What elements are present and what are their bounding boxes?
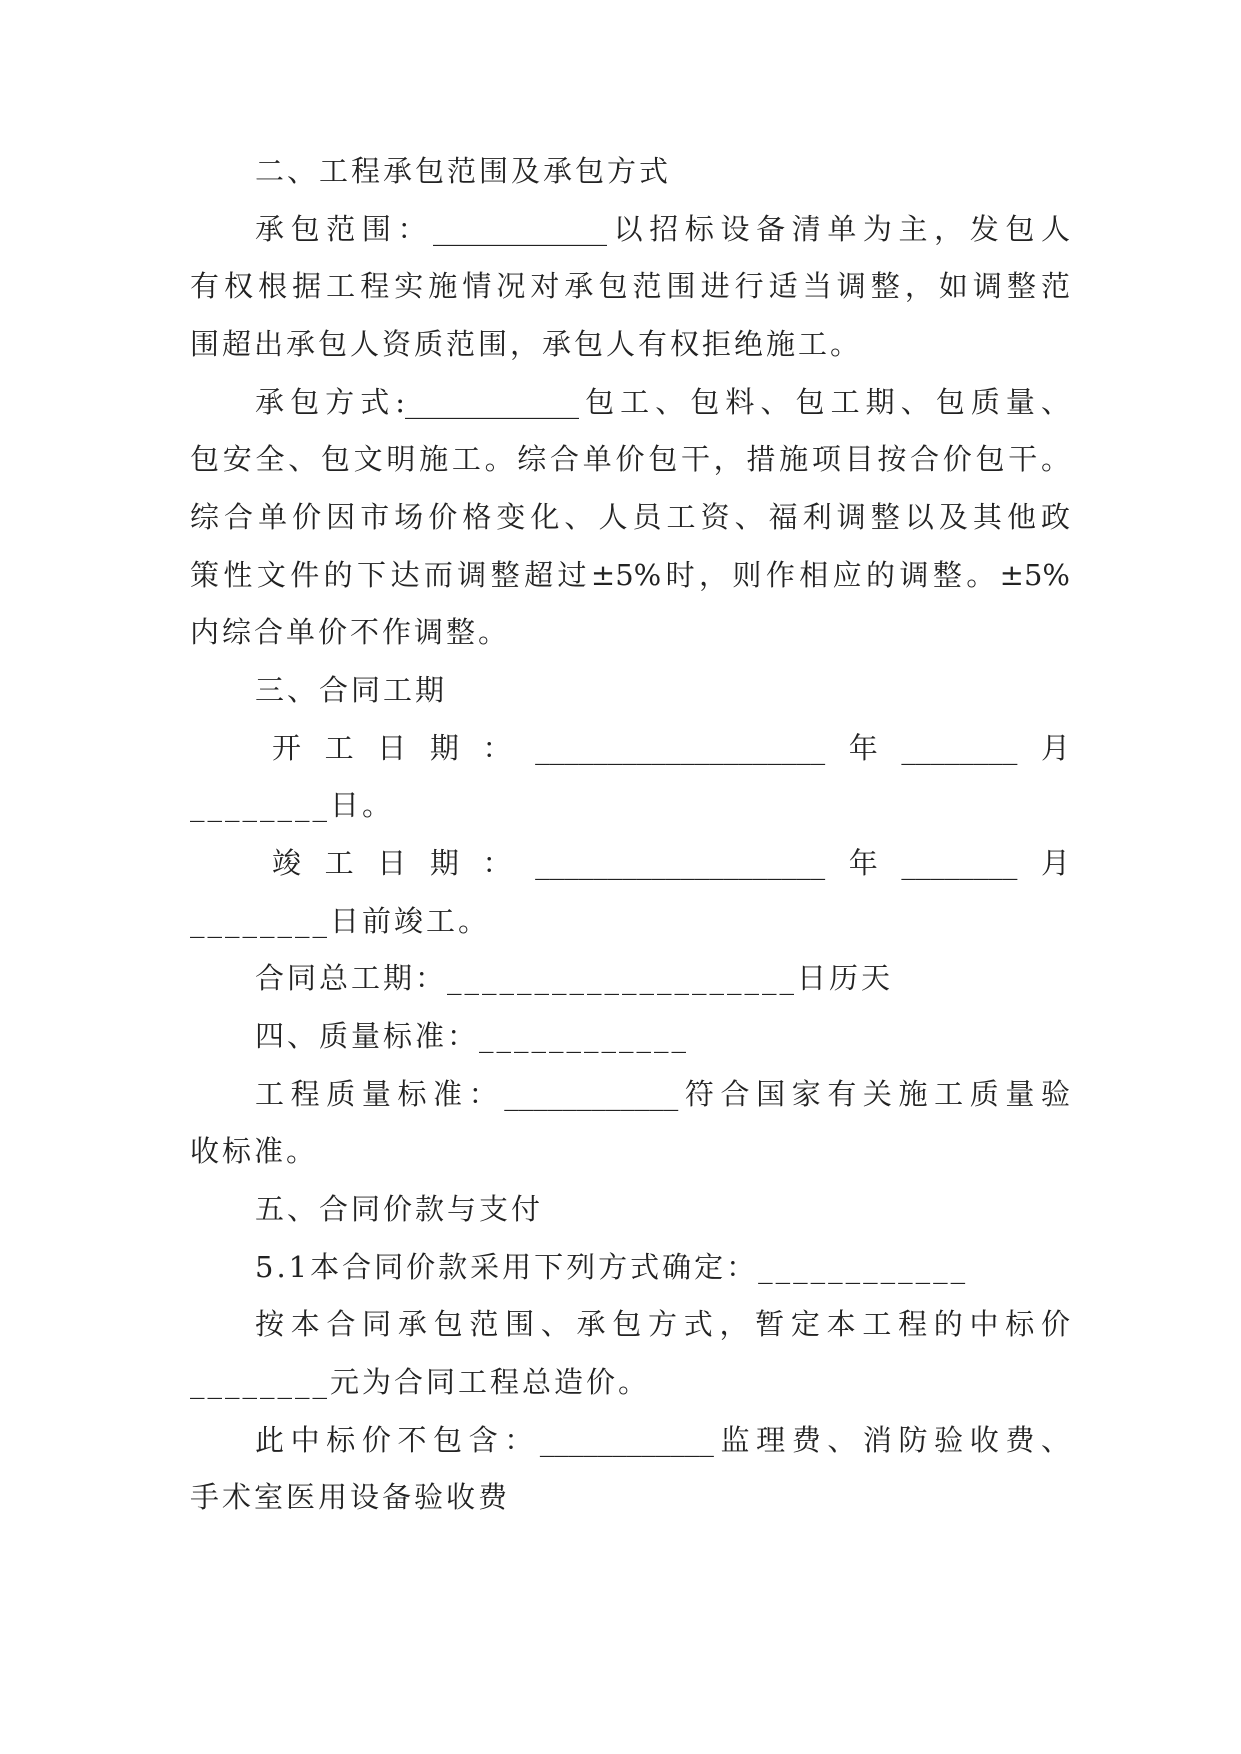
completion-date-line: 竣工日期：____________________年________月 <box>272 846 1070 880</box>
paragraph-line: 综合单价因市场价格变化、人员工资、福利调整以及其他政 <box>190 500 1070 534</box>
paragraph-line: 围超出承包人资质范围，承包人有权拒绝施工。 <box>190 327 863 361</box>
paragraph-line: 承包范围：____________以招标设备清单为主，发包人 <box>255 212 1070 246</box>
paragraph-line: 策性文件的下达而调整超过±5%时，则作相应的调整。±5% <box>190 558 1070 592</box>
paragraph-line: ________元为合同工程总造价。 <box>190 1365 651 1399</box>
paragraph-line: 按本合同承包范围、承包方式，暂定本工程的中标价 <box>255 1307 1070 1341</box>
paragraph-line: ________日前竣工。 <box>190 904 491 938</box>
paragraph-line: 包安全、包文明施工。综合单价包干，措施项目按合价包干。 <box>190 442 1070 476</box>
section-heading-quality: 四、质量标准：____________ <box>255 1019 690 1053</box>
clause-5-1: 5.1本合同价款采用下列方式确定：____________ <box>255 1250 969 1284</box>
section-heading-price: 五、合同价款与支付 <box>255 1192 544 1226</box>
paragraph-line: 手术室医用设备验收费 <box>190 1480 511 1514</box>
paragraph-line: 承包方式:____________包工、包料、包工期、包质量、 <box>255 385 1070 419</box>
total-period-line: 合同总工期：____________________日历天 <box>255 961 894 995</box>
section-heading-period: 三、合同工期 <box>255 673 448 707</box>
section-heading-scope: 二、工程承包范围及承包方式 <box>255 154 672 188</box>
paragraph-line: 此中标价不包含：____________监理费、消防验收费、 <box>255 1423 1070 1457</box>
paragraph-line: 收标准。 <box>190 1134 319 1168</box>
paragraph-line: ________日。 <box>190 788 395 822</box>
paragraph-line: 有权根据工程实施情况对承包范围进行适当调整，如调整范 <box>190 269 1070 303</box>
paragraph-line: 内综合单价不作调整。 <box>190 615 511 649</box>
paragraph-line: 工程质量标准：____________符合国家有关施工质量验 <box>255 1077 1070 1111</box>
start-date-line: 开工日期：____________________年________月 <box>272 731 1070 765</box>
